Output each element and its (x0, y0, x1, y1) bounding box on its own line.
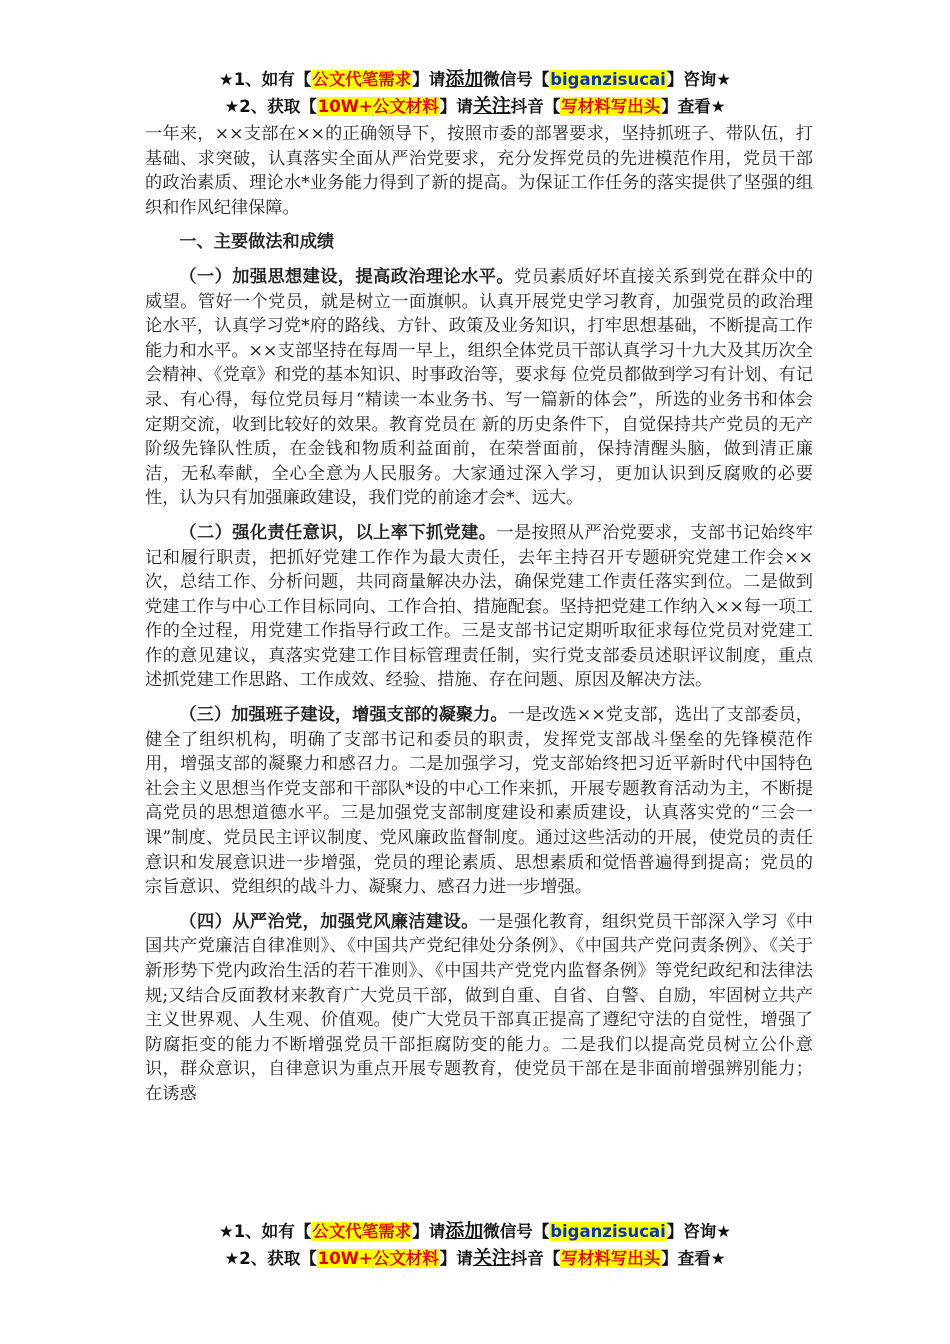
banner-highlight: 10W+公文材料 (317, 97, 439, 116)
banner-line-2 (0, 93, 950, 120)
banner-emphasis: 关注 (472, 95, 511, 117)
document-body (145, 122, 813, 1117)
banner-line-1 (0, 66, 950, 93)
banner-wechat-id: biganzisucai (550, 1222, 666, 1241)
banner-emphasis: 关注 (472, 1247, 511, 1269)
banner-wechat-id: biganzisucai (550, 70, 666, 89)
banner-text: 微信号【 (483, 1222, 550, 1241)
banner-text: 】请 (412, 1222, 446, 1241)
banner-highlight: 公文代笔需求 (312, 70, 412, 89)
top-banner (0, 66, 950, 120)
item-text: 一是按照从严治党要求，支部书记始终牢记和履行职责，把抓好党建工作作为最大责任，去年主持召开专题研究党建工作会××次，总结工作、分析问题，共同商量解决办法，确保党建工作责任落实到位。二是做到党建工作与中心工作目标同向、工作合拍、措施配套。坚持把党建工作纳入××每一项工作的全过程，用党建工作指导行政工作。三是支部书记定期听取征求每位党员对党建工作的意见建议，真落实党建工作目标管理责任制，实行党支部委员述职评议制度，重点述抓党建工作思路、工作成效、经验、措施、存在问题、原因及解决方法。 (145, 522, 813, 691)
banner-highlight: 10W+公文材料 (317, 1249, 439, 1268)
item-lead: （二）强化责任意识，以上率下抓党建。 (179, 522, 497, 543)
banner-emphasis: 添加 (445, 1220, 484, 1242)
banner-highlight: 公文代笔需求 (312, 1222, 412, 1241)
banner-text: 】查看★ (661, 1249, 726, 1268)
bottom-banner (0, 1218, 950, 1272)
banner-text: 】查看★ (661, 97, 726, 116)
banner-line-1 (0, 1218, 950, 1245)
section-heading: 一、主要做法和成绩 (179, 232, 335, 253)
item-text: 一是改选××党支部，选出了支部委员，健全了组织机构，明确了支部书记和委员的职责，发挥党支部战斗堡垒的先锋模范作用，增强支部的凝聚力和感召力。二是加强学习，党支部始终把习近平新时代中国特色社会主义思想当作党支部和干部队*设的中心工作来抓，开展专题教育活动为主，不断提高党员的思想道德水平。三是加强党支部制度建设和素质建设，认真落实党的“三会一课”制度、党员民主评议制度、党风廉政监督制度。通过这些活动的开展，使党员的责任意识和发展意识进一步增强，党员的理论素质、思想素质和觉悟普遍得到提高；党员的宗旨意识、党组织的战斗力、凝聚力、感召力进一步增强。 (145, 705, 813, 898)
banner-highlight: 写材料写出头 (561, 97, 661, 116)
item-lead: （三）加强班子建设，增强支部的凝聚力。 (179, 705, 508, 726)
banner-highlight: 写材料写出头 (561, 1249, 661, 1268)
banner-text: ★2、获取【 (224, 97, 317, 116)
item-lead: （一）加强思想建设，提高政治理论水平。 (179, 266, 515, 287)
banner-text: 】咨询★ (666, 70, 732, 89)
item-text: 一是强化教育，组织党员干部深入学习《中国共产党廉洁自律准则》、《中国共产党纪律处分条例》、《中国共产党问责条例》、《关于新形势下党内政治生活的若干准则》、《中国共产党党内监督条例》等党纪政纪和法律法规;又结合反面教材来教育广大党员干部，做到自重、自省、自警、自励，牢固树立共产主义世界观、人生观、价值观。使广大党员干部真正提高了遵纪守法的自觉性，增强了防腐拒变的能力不断增强党员干部拒腐防变的能力。二是我们以提高党员树立公仆意识，群众意识，自律意识为重点开展专题教育，使党员干部在是非面前增强辨别能力；在诱惑 (145, 911, 813, 1104)
intro-paragraph: 一年来，××支部在××的正确领导下，按照市委的部署要求，坚持抓班子、带队伍，打基础、求突破，认真落实全面从严治党要求，充分发挥党员的先进模范作用，党员干部的政治素质、理论水*业务能力得到了新的提高。为保证工作任务的落实提供了坚强的组织和作风纪律保障。 (145, 124, 813, 218)
banner-line-2 (0, 1245, 950, 1272)
banner-text: 】咨询★ (666, 1222, 732, 1241)
item-paragraph-1 (145, 265, 813, 511)
banner-text: ★1、如有【 (218, 1222, 312, 1241)
banner-emphasis: 添加 (445, 68, 484, 90)
banner-text: 】请 (439, 97, 473, 116)
banner-text: 】请 (412, 70, 446, 89)
banner-text: 微信号【 (483, 70, 550, 89)
item-paragraph-3 (145, 703, 813, 900)
item-paragraph-2 (145, 521, 813, 693)
banner-text: 】请 (439, 1249, 473, 1268)
item-text: 党员素质好坏直接关系到党在群众中的威望。管好一个党员，就是树立一面旗帜。认真开展党史学习教育，加强党员的政治理论水平，认真学习党*府的路线、方针、政策及业务知识，打牢思想基础，不断提高工作能力和水平。××支部坚持在每周一早上，组织全体党员干部认真学习十九大及其历次全会精神、《党章》和党的基本知识、时事政治等，要求每 位党员都做到学习有计划、有记录、有心得，每位党员每月“精读一本业务书、写一篇新的体会”，所选的业务书和体会定期交流，收到比较好的效果。教育党员在 新的历史条件下，自觉保持共产党员的无产阶级先锋队性质，在金钱和物质利益面前，在荣誉面前，保持清醒头脑，做到清正廉洁，无私奉献，全心全意为人民服务。大家通过深入学习，更加认识到反腐败的必要性，认为只有加强廉政建设，我们党的前途才会*、远大。 (145, 266, 813, 509)
item-lead: （四）从严治党，加强党风廉洁建设。 (179, 911, 479, 932)
banner-text: ★1、如有【 (218, 70, 312, 89)
item-paragraph-4 (145, 910, 813, 1107)
banner-text: 抖音【 (510, 1249, 561, 1268)
banner-text: ★2、获取【 (224, 1249, 317, 1268)
banner-text: 抖音【 (510, 97, 561, 116)
